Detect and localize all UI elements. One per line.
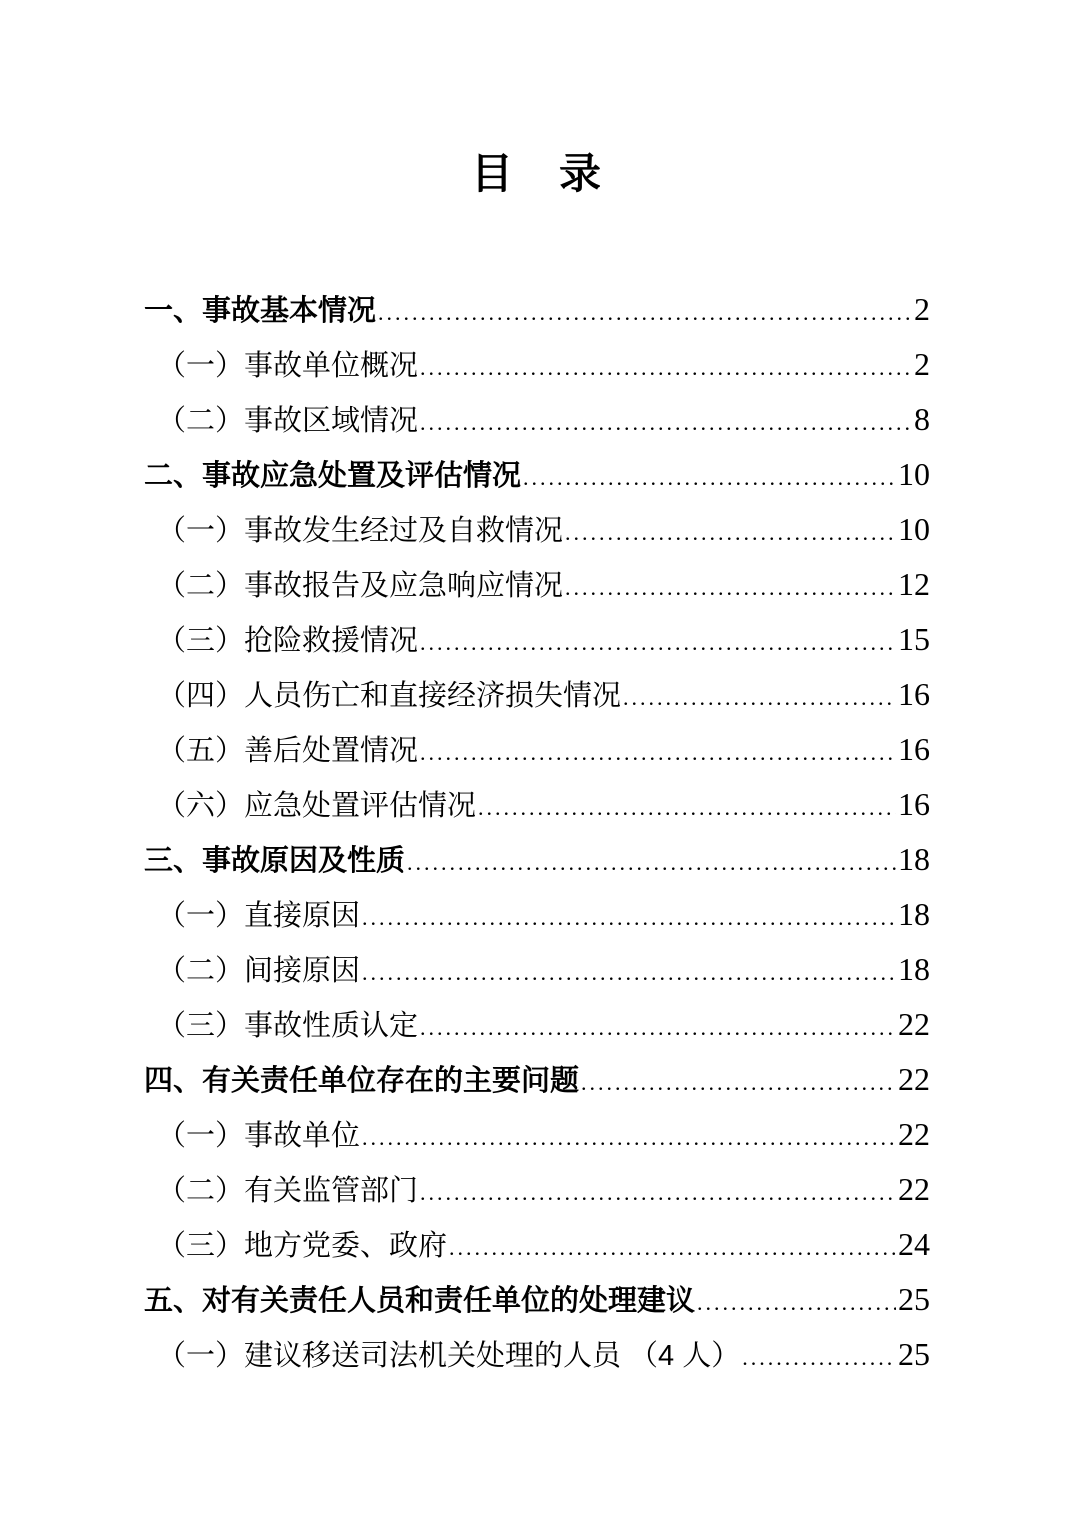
toc-entry[interactable] xyxy=(144,557,930,612)
toc-entry-label: （二）有关监管部门 xyxy=(157,1175,419,1208)
toc-page-number: 10 xyxy=(898,511,930,548)
toc-page-number: 16 xyxy=(898,731,930,768)
toc-entry-label: （一）直接原因 xyxy=(157,900,361,933)
dot-leader xyxy=(362,945,896,1000)
dot-leader xyxy=(697,1275,896,1330)
dot-leader xyxy=(407,835,896,890)
toc-entry[interactable] xyxy=(144,337,930,392)
dot-leader xyxy=(420,395,912,450)
toc-entry-label: （一）建议移送司法机关处理的人员 （4 人） xyxy=(157,1340,741,1373)
toc-page-number: 22 xyxy=(898,1116,930,1153)
toc-entry-label: （三）抢险救援情况 xyxy=(157,625,419,658)
toc-entry-label: 五、对有关责任人员和责任单位的处理建议 xyxy=(144,1285,696,1318)
toc-page-number: 22 xyxy=(898,1061,930,1098)
toc-entry[interactable] xyxy=(144,1327,930,1382)
toc-entry[interactable] xyxy=(144,1217,930,1272)
toc-page-number: 18 xyxy=(898,841,930,878)
dot-leader xyxy=(420,725,896,780)
toc-entry-label: （三）事故性质认定 xyxy=(157,1010,419,1043)
toc-entry-label: 一、事故基本情况 xyxy=(144,295,377,328)
toc-entry-label: （二）事故区域情况 xyxy=(157,405,419,438)
toc-entry-label: （一）事故单位概况 xyxy=(157,350,419,383)
dot-leader xyxy=(742,1330,896,1385)
dot-leader xyxy=(565,560,896,615)
dot-leader xyxy=(565,505,896,560)
toc-entry[interactable] xyxy=(144,447,930,502)
dot-leader xyxy=(420,1165,896,1220)
toc-page-number: 22 xyxy=(898,1006,930,1043)
toc-entry[interactable] xyxy=(144,722,930,777)
toc-entry[interactable] xyxy=(144,612,930,667)
toc-page-number: 18 xyxy=(898,896,930,933)
toc-page-number: 16 xyxy=(898,786,930,823)
toc-entry-label: 三、事故原因及性质 xyxy=(144,845,406,878)
toc-entry[interactable] xyxy=(144,392,930,447)
toc-entry[interactable] xyxy=(144,997,930,1052)
toc-entry-label: 四、有关责任单位存在的主要问题 xyxy=(144,1065,580,1098)
page-title: 目 录 xyxy=(470,150,603,197)
toc-entry[interactable] xyxy=(144,1162,930,1217)
toc-entry-label: （三）地方党委、政府 xyxy=(157,1230,448,1263)
toc-page-number: 18 xyxy=(898,951,930,988)
dot-leader xyxy=(378,285,912,340)
toc-entry[interactable] xyxy=(144,832,930,887)
toc-page-number: 10 xyxy=(898,456,930,493)
toc-entry-label: 二、事故应急处置及评估情况 xyxy=(144,460,522,493)
dot-leader xyxy=(478,780,896,835)
dot-leader xyxy=(449,1220,896,1275)
toc-page-number: 15 xyxy=(898,621,930,658)
dot-leader xyxy=(362,1110,896,1165)
toc-page-number: 12 xyxy=(898,566,930,603)
toc-entry-label: （一）事故发生经过及自救情况 xyxy=(157,515,564,548)
toc-entry[interactable] xyxy=(144,942,930,997)
toc-page-number: 8 xyxy=(914,401,930,438)
toc-page-number: 16 xyxy=(898,676,930,713)
toc-entry-label: （二）间接原因 xyxy=(157,955,361,988)
toc-page-number: 25 xyxy=(898,1336,930,1373)
toc-entry[interactable] xyxy=(144,1052,930,1107)
table-of-contents xyxy=(144,282,930,1382)
dot-leader xyxy=(623,670,896,725)
toc-page-number: 22 xyxy=(898,1171,930,1208)
toc-entry[interactable] xyxy=(144,887,930,942)
toc-page-number: 25 xyxy=(898,1281,930,1318)
toc-entry[interactable] xyxy=(144,1272,930,1327)
dot-leader xyxy=(420,615,896,670)
toc-entry-label: （六）应急处置评估情况 xyxy=(157,790,477,823)
toc-page-number: 24 xyxy=(898,1226,930,1263)
toc-entry-label: （一）事故单位 xyxy=(157,1120,361,1153)
toc-entry[interactable] xyxy=(144,1107,930,1162)
toc-entry[interactable] xyxy=(144,777,930,832)
dot-leader xyxy=(420,1000,896,1055)
dot-leader xyxy=(523,450,896,505)
toc-entry[interactable] xyxy=(144,667,930,722)
toc-page-number: 2 xyxy=(914,291,930,328)
toc-entry[interactable] xyxy=(144,502,930,557)
toc-entry-label: （二）事故报告及应急响应情况 xyxy=(157,570,564,603)
dot-leader xyxy=(581,1055,896,1110)
dot-leader xyxy=(420,340,912,395)
dot-leader xyxy=(362,890,896,945)
toc-page-number: 2 xyxy=(914,346,930,383)
toc-entry-label: （四）人员伤亡和直接经济损失情况 xyxy=(157,680,622,713)
toc-entry[interactable] xyxy=(144,282,930,337)
toc-entry-label: （五）善后处置情况 xyxy=(157,735,419,768)
